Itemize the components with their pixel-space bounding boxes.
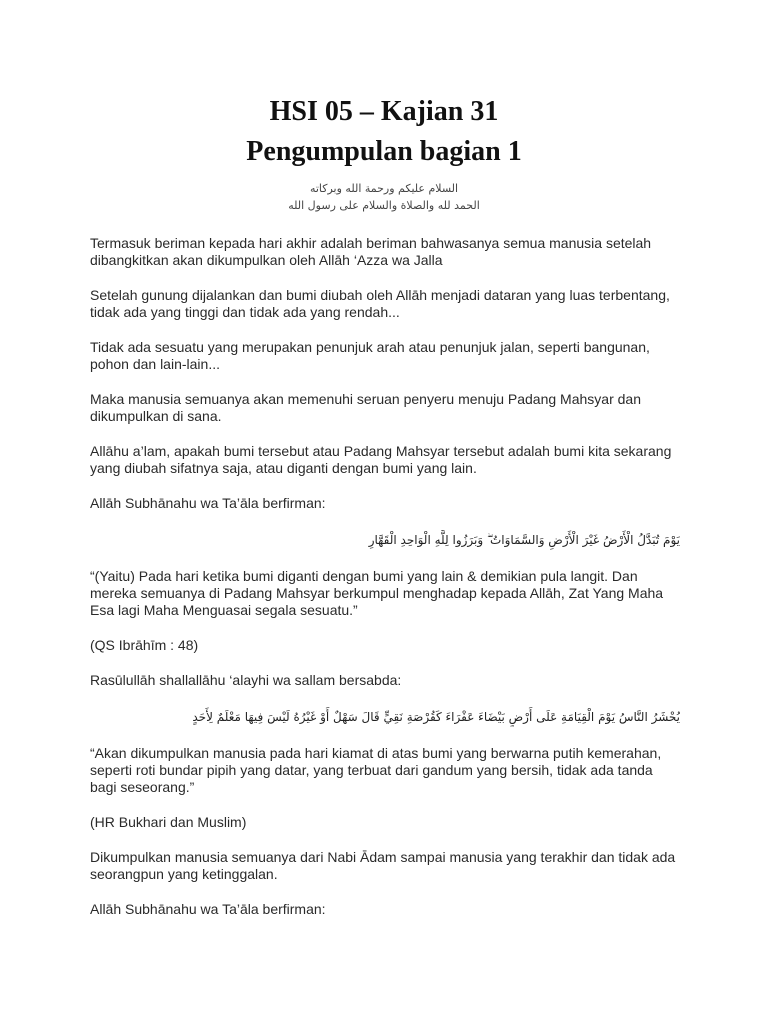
title-line-2: Pengumpulan bagian 1 bbox=[246, 136, 522, 167]
quran-verse-translation: “(Yaitu) Pada hari ketika bumi diganti dengan bumi yang lain & demikian pula langit. Dan mereka semuanya di Padang Mahsyar berkumpul menghadap kepada Allāh, Zat Yang Maha Esa lagi Maha Menguasai segala sesuatu.” bbox=[90, 568, 664, 618]
title-line-1: HSI 05 – Kajian 31 bbox=[269, 96, 499, 127]
document-title bbox=[0, 92, 768, 172]
quran-reference: (QS Ibrāhīm : 48) bbox=[90, 637, 199, 653]
paragraph-allah-berfirman-2: Allāh Subhānahu wa Ta’āla berfirman: bbox=[90, 901, 326, 917]
paragraph-allah-berfirman: Allāh Subhānahu wa Ta’āla berfirman: bbox=[90, 495, 326, 511]
paragraph-intro: Termasuk beriman kepada hari akhir adalah beriman bahwasanya semua manusia setelah dibangkitkan akan dikumpulkan oleh Allāh ‘Azza wa Jalla bbox=[90, 235, 652, 268]
paragraph-rasulullah-bersabda: Rasūlullāh shallallāhu ‘alayhi wa sallam bersabda: bbox=[90, 672, 402, 688]
hadith-translation: “Akan dikumpulkan manusia pada hari kiamat di atas bumi yang berwarna putih kemerahan, seperti roti bundar pipih yang datar, yang terbuat dari gandum yang bersih, tidak ada tanda bagi seseorang.” bbox=[90, 745, 662, 795]
paragraph-mahsyar: Maka manusia semuanya akan memenuhi seruan penyeru menuju Padang Mahsyar dan dikumpulkan di sana. bbox=[90, 391, 641, 424]
hadith-arabic: يُحْشَرُ النَّاسُ يَوْمَ الْقِيَامَةِ عَلَى أَرْضٍ بَيْضَاءَ عَفْرَاءَ كَقُرْصَةِ نَقِيٍّ قَالَ سَهْلٌ أَوْ غَيْرُهُ لَيْسَ فِيهَا مَعْلَمٌ لِأَحَدٍ bbox=[192, 710, 680, 724]
hadith-reference: (HR Bukhari dan Muslim) bbox=[90, 814, 247, 830]
paragraph-mountains: Setelah gunung dijalankan dan bumi diubah oleh Allāh menjadi dataran yang luas terbentang, tidak ada yang tinggi dan tidak ada yang rendah... bbox=[90, 287, 670, 320]
quran-verse-arabic: يَوْمَ تُبَدَّلُ الْأَرْضُ غَيْرَ الْأَرْضِ وَالسَّمَاوَاتُ ۖ وَبَرَزُوا لِلَّهِ الْوَاحِدِ الْقَهَّارِ bbox=[368, 533, 680, 547]
paragraph-all-gathered: Dikumpulkan manusia semuanya dari Nabi Ādam sampai manusia yang terakhir dan tidak ada seorangpun yang ketinggalan. bbox=[90, 849, 676, 882]
arabic-greeting: السلام عليكم ورحمة الله وبركاته bbox=[309, 182, 459, 195]
paragraph-no-landmarks: Tidak ada sesuatu yang merupakan penunjuk arah atau penunjuk jalan, seperti bangunan, pohon dan lain-lain... bbox=[90, 339, 650, 372]
arabic-greeting-block bbox=[0, 180, 768, 214]
document-body bbox=[90, 235, 680, 936]
arabic-hamdalah: الحمد لله والصلاة والسلام على رسول الله bbox=[288, 199, 480, 212]
paragraph-allahu-alam: Allāhu a’lam, apakah bumi tersebut atau Padang Mahsyar tersebut adalah bumi kita sekarang yang diubah sifatnya saja, atau diganti dengan bumi yang lain. bbox=[90, 443, 672, 476]
